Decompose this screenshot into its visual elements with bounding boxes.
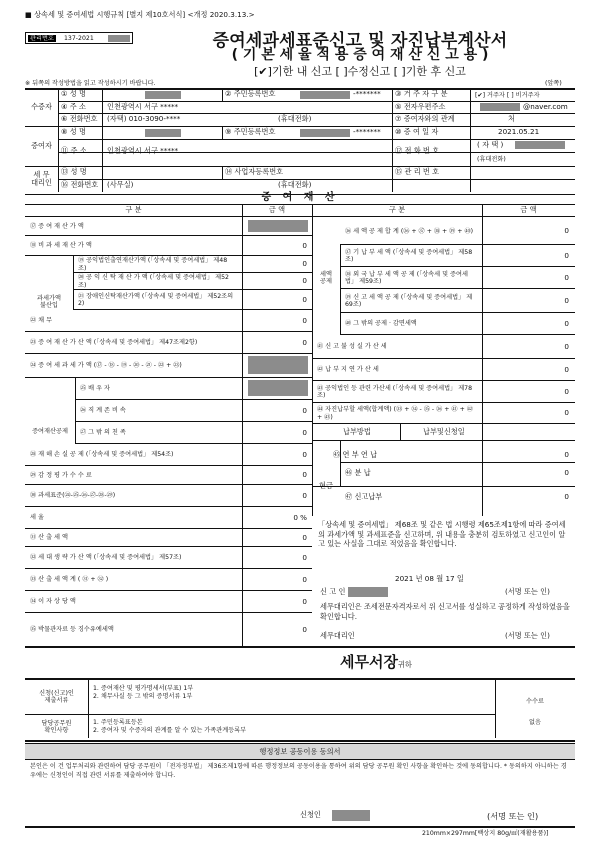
- left-row-label: ⑰ 증 여 재 산 가 액: [30, 223, 84, 231]
- row-divider: [25, 528, 242, 529]
- redaction: [248, 380, 308, 396]
- payment-date-label: 납부및신청일: [423, 427, 465, 436]
- row-divider: [25, 255, 242, 256]
- cash-split-value: 0: [564, 468, 569, 477]
- nontax-group-label: 과세가액 불산입: [37, 294, 61, 309]
- row-divider: [242, 235, 312, 236]
- row-divider: [340, 334, 575, 335]
- row-divider: [242, 399, 312, 400]
- donated-assets-banner: 증 여 재 산: [25, 192, 575, 205]
- recipient-phone: (자택) 010-3090-****: [107, 114, 181, 123]
- redaction: [332, 810, 370, 821]
- cash-label: 현금: [319, 480, 333, 490]
- resident-type-label: ③ 거 주 자 구 분: [395, 89, 448, 98]
- row-divider: [75, 421, 242, 422]
- agent-sign-hint: (서명 또는 인): [505, 631, 550, 640]
- left-row-label: ⑳ 공 익 신 탁 재 산 가 액 (「상속세 및 증여세법」 제52조): [78, 274, 229, 289]
- left-row-label: ⑲ 공익법인출연재산가액 (「상속세 및 증여세법」 제48조): [78, 257, 228, 272]
- left-row-label: ㉒ 채 무: [30, 317, 53, 325]
- row-divider: [242, 546, 312, 547]
- donor-address: 인천광역시 서구 *****: [107, 146, 179, 155]
- right-col-amount: 금 액: [520, 205, 537, 214]
- right-row-label: ㊶ 신 고 불 성 실 가 산 세: [317, 343, 387, 351]
- row-divider: [25, 484, 242, 485]
- row-divider: [73, 309, 242, 310]
- verify-label: 담당공무원 확인사항: [41, 719, 72, 734]
- group-divider: [340, 244, 341, 334]
- left-row-label: 세 율: [30, 514, 44, 522]
- consent-sign-hint: (서명 또는 인): [487, 811, 539, 821]
- row-divider: [242, 646, 312, 647]
- row-divider: [242, 465, 312, 466]
- left-row-label: ㉖ 직 계 존 비 속: [80, 407, 126, 415]
- right-row-label: ㊵ 그 밖의 공제 · 감면세액: [345, 320, 417, 328]
- donor-name-label: ⑧ 성 명: [61, 127, 86, 136]
- left-row-label: ㉜ 세 대 생 략 가 산 액 (「상속세 및 증여세법」 제57조): [30, 554, 182, 562]
- consent-text: 본인은 이 건 업무처리와 관련하여 담당 공무원이 「전자정부법」 제36조제1항에 따른 행정정보의 공동이용을 통하여 위의 담당 공무원 확인 사항을 확인하는 것에 동의합니다. * 동의하지 아니하는 경우에는 신청인이 직접 관련 서류를 제출하여야 합니다.: [30, 763, 567, 779]
- redaction: [300, 129, 350, 137]
- left-row-value: 0: [302, 574, 307, 584]
- left-row-value: 0: [302, 315, 307, 325]
- row-divider: [242, 377, 312, 378]
- left-row-label: ㉕ 배 우 자: [80, 385, 111, 393]
- left-row-label: ㉟ 박물관자료 등 징수유예세액: [30, 626, 114, 634]
- left-row-value: 0: [302, 337, 307, 347]
- redaction: [348, 587, 388, 597]
- left-row-value: 0: [302, 259, 307, 269]
- form-subtitle: ( 기 본 세 율 적 용 증 여 재 산 신 고 용 ): [231, 47, 489, 63]
- left-row-value: 0: [302, 552, 307, 562]
- row-divider: [75, 443, 242, 444]
- recipient-name-label: ① 성 명: [61, 89, 86, 98]
- left-row-value: 0: [302, 276, 307, 286]
- left-row-value: 0: [302, 470, 307, 480]
- row-divider: [242, 331, 312, 332]
- redaction: [248, 220, 308, 232]
- redaction: [515, 141, 565, 149]
- redaction: [145, 129, 181, 137]
- row-divider: [242, 421, 312, 422]
- right-row-label: ㊴ 신 고 세 액 공 제 (「상속세 및 증여세법」 제69조): [345, 293, 473, 308]
- left-row-label: ㉛ 산 출 세 액: [30, 534, 68, 542]
- left-row-label: ㉓ 증 여 재 산 가 산 액 (「상속세 및 증여세법」 제47조제2항): [30, 339, 198, 347]
- left-row-value: 0: [302, 449, 307, 459]
- agent-sign-label: 세무대리인: [320, 631, 355, 640]
- payment-method-label: 납부방법: [343, 427, 371, 436]
- right-row-value: 0: [564, 226, 569, 236]
- right-row-value: 0: [564, 295, 569, 305]
- left-row-value: 0: [302, 405, 307, 415]
- left-row-value: 0 %: [293, 512, 307, 522]
- tax-office-name: 세무서장: [340, 653, 398, 671]
- cash-report-value: 0: [564, 492, 569, 501]
- donor-address-label: ⑪ 주 소: [61, 146, 87, 155]
- submit-docs-label: 신청(신고)인 제출서류: [39, 689, 74, 704]
- deduction-group-label: 증여재산공제: [32, 428, 68, 436]
- right-row-label: ㊲ 기 납 부 세 액 (「상속세 및 증여세법」 제58조): [345, 248, 473, 263]
- credit-group-label: 세액 공제: [320, 270, 332, 285]
- left-row-label: ㉗ 그 밖 의 친 족: [80, 429, 126, 437]
- row-divider: [312, 402, 575, 403]
- right-row-value: 0: [564, 341, 569, 351]
- resident-type-value: [✔] 거주자 [ ] 비거주자: [475, 92, 540, 99]
- report-type: [✔]기한 내 신고 [ ]수정신고 [ ]기한 후 신고: [254, 65, 466, 78]
- right-row-label: ㊸ 공익법인 등 관련 가산세 (「상속세 및 증여세법」 제78조): [317, 384, 473, 399]
- consent-signer-label: 신청인: [300, 810, 321, 819]
- right-row-label: ㊷ 납 부 지 연 가 산 세: [317, 366, 379, 374]
- donor-section: 증여자: [31, 140, 52, 150]
- row-divider: [75, 399, 242, 400]
- row-divider: [340, 266, 575, 267]
- left-row-label: ㉞ 이 자 상 당 액: [30, 598, 76, 606]
- row-divider: [25, 235, 242, 236]
- redaction: [248, 356, 308, 374]
- right-row-label: ㊱ 세 액 공 제 합 계 (㊱ + ㊲ + ㊳ + ㊴ + ㊵): [345, 227, 474, 235]
- left-row-value: 0: [302, 490, 307, 500]
- donor-phone-mobile: (휴대전화): [477, 156, 506, 163]
- left-row-value: 0: [302, 294, 307, 304]
- redaction: [300, 91, 350, 99]
- row-divider: [25, 568, 242, 569]
- right-row-value: 0: [564, 250, 569, 260]
- relation-value: 처: [508, 114, 515, 123]
- row-divider: [242, 612, 312, 613]
- agent-phone-mobile: (휴대전화): [278, 180, 312, 189]
- left-row-value: 0: [302, 596, 307, 606]
- right-row-value: 0: [564, 386, 569, 396]
- row-divider: [25, 546, 242, 547]
- fee-label: 수수료: [526, 698, 544, 705]
- paper-spec: 210mm×297mm[백상지 80g/㎡(재활용품)]: [422, 830, 549, 837]
- right-row-value: 0: [564, 318, 569, 328]
- donor-phone-label: ⑫ 전 화 번 호: [395, 146, 440, 155]
- row-divider: [242, 528, 312, 529]
- donation-date-label: ⑩ 증 여 일 자: [395, 127, 439, 136]
- row-divider: [242, 443, 312, 444]
- row-divider: [25, 465, 242, 466]
- relation-label: ⑦ 증여자와의 관계: [395, 114, 455, 123]
- left-row-value: 0: [302, 240, 307, 250]
- left-col-item: 구 분: [125, 205, 142, 214]
- donor-rrn: -*******: [353, 127, 381, 136]
- right-row-label: ㊳ 외 국 납 부 세 액 공 제 (「상속세 및 증여세법」 제59조): [345, 270, 468, 285]
- row-divider: [73, 272, 242, 273]
- mgmt-number-label: 관리번호: [30, 35, 54, 42]
- row-divider: [25, 377, 242, 378]
- row-divider: [25, 353, 242, 354]
- left-row-value: 0: [302, 532, 307, 542]
- reporter-label: 신 고 인: [320, 587, 346, 596]
- tax-office-suffix: 귀하: [397, 660, 412, 669]
- redaction: [480, 103, 520, 111]
- cash-split-label: ㊻ 분 납: [345, 468, 371, 477]
- row-divider: [340, 244, 575, 245]
- donor-rrn-label: ⑨ 주민등록번호: [225, 127, 276, 136]
- left-col-amount: 금 액: [268, 205, 286, 214]
- left-row-label: ㉔ 증 여 세 과 세 가 액 (⑰ - ⑱ - ⑲ - ⑳ - ㉑ - ㉒ + ㉓): [30, 362, 182, 370]
- installment-value: 0: [564, 450, 569, 459]
- form-rule: ■ 상속세 및 증여세법 시행규칙 [별지 제10호서식] <개정 2020.3.13.>: [25, 10, 255, 19]
- mgmt-number-value: 137-2021: [64, 35, 94, 42]
- recipient-address: 인천광역시 서구 *****: [107, 102, 179, 111]
- right-col-item: 구 분: [388, 205, 406, 214]
- row-divider: [25, 590, 242, 591]
- row-divider: [242, 272, 312, 273]
- row-divider: [25, 646, 242, 647]
- agent-phone-office: (사무실): [107, 180, 134, 189]
- donation-date: 2021.05.21: [498, 127, 540, 136]
- installment-label: ㊺ 연 부 연 납: [333, 450, 378, 459]
- fee-value: 없음: [529, 719, 541, 726]
- right-row-value: 0: [564, 272, 569, 282]
- page-side: (앞쪽): [545, 80, 562, 87]
- instruction-note: ※ 뒤쪽의 작성방법을 읽고 작성하시기 바랍니다.: [25, 80, 156, 87]
- left-row-label: ㉑ 장애인신탁재산가액 (「상속세 및 증여세법」 제52조의2): [78, 292, 234, 307]
- tax-office: [340, 651, 412, 672]
- recipient-mobile-label: (휴대전화): [278, 114, 312, 123]
- left-row-label: ㉚ 과세표준(㉔-㉕-㉖-㉗-㉘-㉙): [30, 492, 116, 500]
- row-divider: [242, 289, 312, 290]
- row-divider: [242, 484, 312, 485]
- row-divider: [242, 255, 312, 256]
- agent-mgmt-label: ⑮ 관 리 번 호: [395, 167, 440, 176]
- group-divider: [73, 255, 74, 309]
- left-row-value: 0: [302, 624, 307, 634]
- cash-report-label: ㊼ 신고납부: [345, 492, 383, 501]
- row-divider: [340, 312, 575, 313]
- right-row-label: ㊹ 자진납부할 세액(합계액) (㉝ + ㉞ - ㉟ - ㊱ + ㊶ + ㊷ + ㊸): [317, 406, 473, 421]
- left-row-label: ㉘ 재 해 손 실 공 제 (「상속세 및 증여세법」 제54조): [30, 451, 174, 459]
- left-row-label: ⑱ 비 과 세 재 산 가 액: [30, 242, 92, 250]
- row-divider: [242, 568, 312, 569]
- row-divider: [242, 353, 312, 354]
- recipient-rrn: -*******: [353, 89, 381, 98]
- agent-section: 세 무 대리인: [31, 169, 52, 187]
- row-divider: [312, 380, 575, 381]
- right-row-value: 0: [564, 408, 569, 418]
- row-divider: [340, 288, 575, 289]
- row-divider: [25, 612, 242, 613]
- row-divider: [242, 506, 312, 507]
- row-divider: [312, 358, 575, 359]
- recipient-rrn-label: ② 주민등록번호: [225, 89, 276, 98]
- consent-title: 행정정보 공동이용 동의서: [25, 743, 575, 760]
- right-row-value: 0: [564, 364, 569, 374]
- left-row-value: 0: [302, 427, 307, 437]
- verify-list: 1. 주민등록표등본 2. 증여자 및 수증자의 관계를 알 수 있는 가족관계등록부: [93, 719, 247, 735]
- row-divider: [73, 289, 242, 290]
- agent-declaration: 세무대리인은 조세전문자격자로서 위 신고서를 성실하고 공정하게 작성하였음을 확인합니다.: [320, 602, 570, 621]
- left-row-label: ㉙ 감 정 평 가 수 수 료: [30, 471, 92, 479]
- submit-docs-list: 1. 증여재산 및 평가명세서(부표) 1부 2. 채무사실 등 그 밖의 증명서류 1부: [93, 685, 194, 701]
- agent-bizno-label: ⑭ 사업자등록번호: [225, 167, 284, 176]
- row-divider: [242, 309, 312, 310]
- declaration-date: 2021 년 08 월 17 일: [395, 574, 464, 583]
- donor-phone-home: ( 자 택 ): [477, 140, 504, 149]
- redaction: [145, 91, 181, 99]
- redaction: [108, 35, 130, 42]
- group-divider: [75, 377, 76, 443]
- recipient-section: 수증자: [31, 101, 52, 111]
- agent-name-label: ⑬ 성 명: [61, 167, 87, 176]
- mgmt-number-box: [25, 32, 133, 44]
- email-label: ⑤ 전자우편주소: [395, 102, 446, 111]
- bottom-rule: [25, 826, 575, 828]
- row-divider: [242, 590, 312, 591]
- recipient-address-label: ④ 주 소: [61, 102, 86, 111]
- email-value: @naver.com: [523, 102, 568, 111]
- row-divider: [25, 506, 242, 507]
- agent-phone-label: ⑯ 전화번호: [61, 180, 99, 189]
- form-title: 증여세과세표준신고 및 자진납부계산서: [212, 31, 508, 51]
- reporter-sign-hint: (서명 또는 인): [505, 587, 550, 596]
- recipient-phone-label: ⑥ 전화번호: [61, 114, 98, 123]
- declaration-text: 「상속세 및 증여세법」 제68조 및 같은 법 시행령 제65조제1항에 따라 증여세의 과세가액 및 과세표준을 신고하며, 위 내용을 충분히 검토하였고 신고인이 알고 있는 사실을 그대로 적었음을 확인합니다.: [318, 520, 566, 549]
- left-row-label: ㉝ 산 출 세 액 계 ( ㉛ + ㉜ ): [30, 576, 109, 584]
